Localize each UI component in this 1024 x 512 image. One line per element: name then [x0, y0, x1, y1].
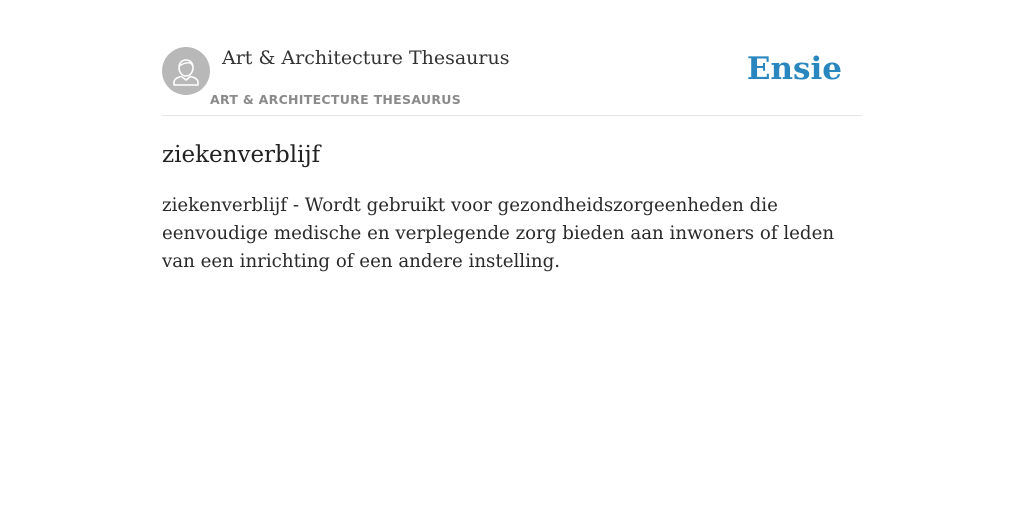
- source-title[interactable]: Art & Architecture Thesaurus: [222, 47, 510, 69]
- source-caption: ART & ARCHITECTURE THESAURUS: [210, 92, 462, 107]
- page-container: [162, 0, 862, 276]
- source-header: [162, 0, 862, 116]
- avatar[interactable]: [162, 47, 210, 95]
- entry-definition: ziekenverblijf - Wordt gebruikt voor gezondheidszorgeenheden die eenvoudige medische en verplegende zorg bieden aan inwoners of leden van een inrichting of een andere instelling.: [162, 195, 835, 272]
- user-silhouette-icon: [162, 47, 210, 95]
- brand-logo[interactable]: Ensie: [746, 51, 842, 87]
- entry-term: ziekenverblijf: [162, 142, 321, 168]
